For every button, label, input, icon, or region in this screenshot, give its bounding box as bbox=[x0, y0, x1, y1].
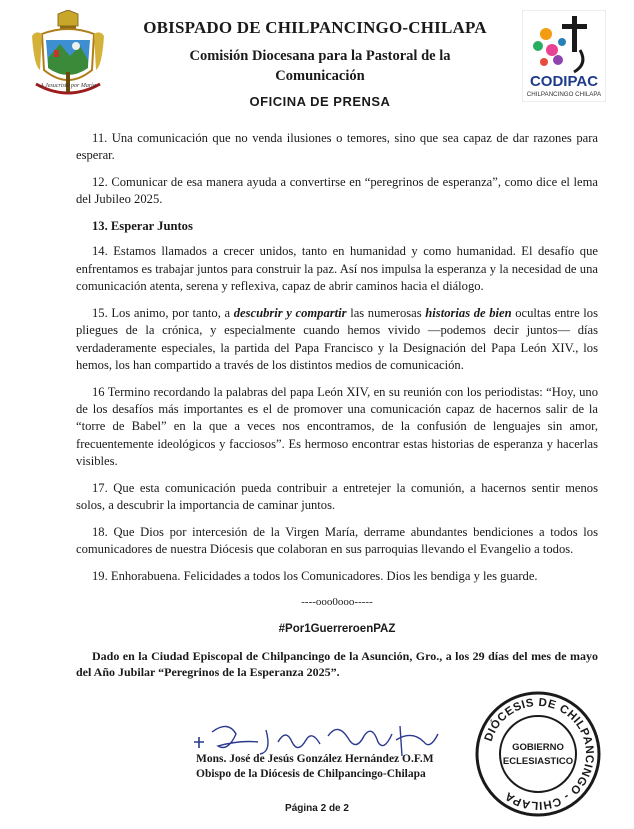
paragraph-12: 12. Comunicar de esa manera ayuda a convertirse en “peregrinos de esperanza”, como dice el lema del Jubileo 2025. bbox=[76, 175, 598, 207]
p15-part-a: 15. Los animo, por tanto, a bbox=[92, 305, 234, 320]
heading-13: 13. Esperar Juntos bbox=[92, 219, 193, 233]
subtitle-line-1: Comisión Diocesana para la Pastoral de la bbox=[189, 48, 451, 64]
signature-block bbox=[196, 752, 446, 782]
hashtag: #Por1GuerreroenPAZ bbox=[278, 623, 396, 636]
crest-motto-left: A Jesucristo bbox=[40, 83, 70, 89]
separator: ----ooo0ooo----- bbox=[301, 596, 373, 609]
p15-part-c: las numerosas bbox=[346, 305, 426, 320]
paragraph-17: 17. Que esta comunicación pueda contribuir a entretejer la comunión, a hacernos sentir menos solos, a descubrir la importancia de caminar juntos. bbox=[76, 480, 598, 513]
crest-motto bbox=[30, 83, 106, 89]
press-office-label: OFICINA DE PRENSA bbox=[249, 94, 391, 109]
signatory-name: Mons. José de Jesús González Hernández O.F.M bbox=[196, 753, 434, 765]
paragraph-11: 11. Una comunicación que no venda ilusiones o temores, sino que sea capaz de dar razones para esperar. bbox=[76, 131, 598, 163]
paragraph-18: 18. Que Dios por intercesión de la Virgen María, derrame abundantes bendiciones a todos los comunicadores de nuestra Diócesis que colaboran en sus parroquias llevando el Evangelio a todos. bbox=[76, 524, 598, 557]
p15-emphasis-2: historias de bien bbox=[425, 305, 512, 320]
p15-emphasis-1: descubrir y compartir bbox=[233, 305, 347, 320]
page-number: Página 2 de 2 bbox=[285, 803, 349, 814]
diocese-title: OBISPADO DE CHILPANCINGO-CHILAPA bbox=[143, 18, 487, 37]
seal-ring-text: DIÓCESIS DE CHILPANCINGO - CHILAPA bbox=[482, 696, 596, 812]
diocese-crest-icon bbox=[30, 10, 106, 106]
dated-statement: Dado en la Ciudad Episcopal de Chilpancingo de la Asunción, Gro., a los 29 días del mes de mayo del Año Jubilar “Peregrinos de la Esperanza 2025”. bbox=[76, 648, 598, 679]
seal-center-line-1: GOBIERNO bbox=[512, 742, 564, 753]
logo-wordmark: CODIPAC bbox=[529, 73, 599, 90]
document-body bbox=[76, 130, 598, 689]
crest-motto-right: por María bbox=[71, 83, 96, 89]
letterhead bbox=[0, 0, 634, 115]
paragraph-14: 14. Estamos llamados a crecer unidos, tanto en humanidad y como humanidad. El desafío que enfrentamos es trabajar juntos para construir la paz. Así nos impulsa la esperanza y la necesidad de una comunicación atenta, serena y reflexiva, capaz de abrir caminos hacia el diálogo. bbox=[76, 244, 598, 294]
subtitle-line-2: Comunicación bbox=[275, 68, 365, 84]
logo-subtext: CHILPANCINGO CHILAPA bbox=[526, 91, 602, 98]
seal-center-line-2: ECLESIASTICO bbox=[502, 756, 574, 767]
codipac-logo-icon bbox=[522, 10, 606, 102]
official-seal-icon bbox=[474, 690, 602, 818]
commission-subtitle bbox=[150, 46, 490, 86]
signatory-role: Obispo de la Diócesis de Chilpancingo-Chilapa bbox=[196, 768, 426, 780]
paragraph-19: 19. Enhorabuena. Felicidades a todos los Comunicadores. Dios les bendiga y les guarde. bbox=[92, 568, 538, 583]
paragraph-15 bbox=[76, 305, 598, 375]
paragraph-16: 16 Termino recordando la palabras del papa León XIV, en su reunión con los periodistas: “Hoy, uno de los desafíos más importantes es el de promover una comunicación capaz de hacernos salir de la “torre de Babel” en la que a veces nos encontramos, de la confusión de lenguajes sin amor, frecuentemente ideológicos y facciosos”. Es hermoso encontrar estas historias de esperanza y hacerlas visibles. bbox=[76, 384, 598, 469]
p15-part-e: ocultas entre los pliegues de la crónica, y especialmente cuando hemos vivido —podemos decir juntos— días verdaderamente especiales, la partida del Papa Francisco y la Designación del Papa León XIV., los hemos, los han compartido a través de los distintos medios de comunicación. bbox=[76, 305, 599, 373]
